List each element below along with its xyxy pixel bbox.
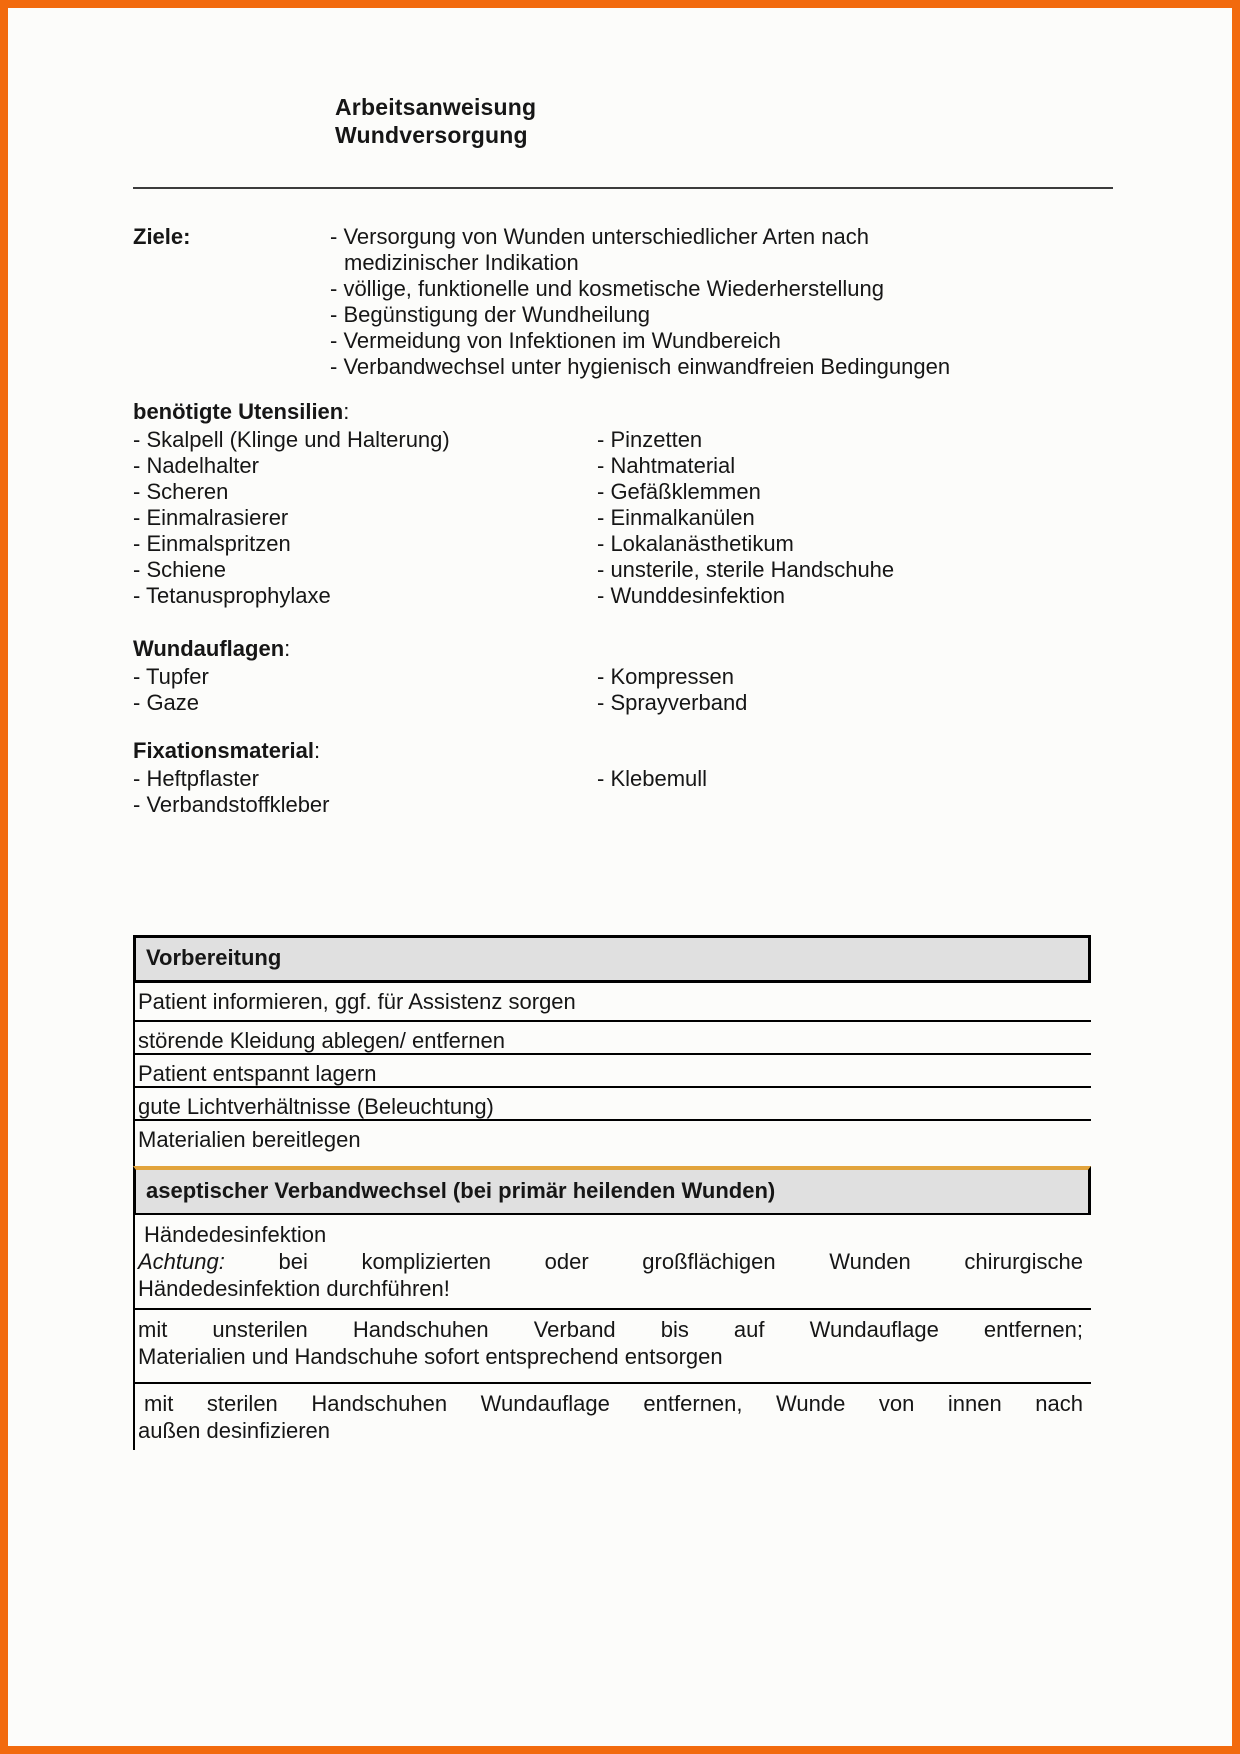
achtung-text: bei komplizierten oder großflächigen Wunden chirurgische [278,1249,1083,1274]
ziele-label: Ziele: [133,224,191,249]
table-row: Patient entspannt lagern [135,1055,1091,1088]
list-item: - Gaze [133,690,200,715]
table-aseptischer-verbandwechsel [133,1166,1091,1450]
row-line: Händedesinfektion durchführen! [138,1276,450,1301]
heading-colon: : [343,399,350,424]
wundauflagen-heading [133,636,1118,662]
list-item: - Versorgung von Wunden unterschiedlicher Arten nach [330,224,869,249]
utensilien-columns [133,427,1118,609]
list-item: - Sprayverband [597,690,748,715]
list-item: - Einmalkanülen [597,505,755,530]
list-item: - Pinzetten [597,427,703,452]
table-header-vorbereitung: Vorbereitung [133,935,1091,983]
wundauflagen-columns [133,664,1118,716]
list-item: - Wunddesinfektion [597,583,785,608]
fixationsmaterial-heading [133,738,1118,764]
table-row [135,1310,1091,1384]
table-header-aseptischer-verbandwechsel: aseptischer Verbandwechsel (bei primär heilenden Wunden) [133,1166,1091,1215]
list-item: - Einmalspritzen [133,531,291,556]
list-item: - Lokalanästhetikum [597,531,794,556]
list-item: - Tetanusprophylaxe [133,583,331,608]
list-item: - Tupfer [133,664,209,689]
utensilien-column-right [597,427,1118,609]
table-row: störende Kleidung ablegen/ entfernen [135,1022,1091,1055]
section-fixationsmaterial [133,738,1118,818]
section-ziele [133,224,1010,380]
ziele-list [330,224,1010,380]
heading-text: benötigte Utensilien [133,399,344,424]
table-row: Patient informieren, ggf. für Assistenz sorgen [135,983,1091,1022]
row-line: Händedesinfektion [144,1222,327,1247]
list-item: - Nadelhalter [133,453,259,478]
list-item: - unsterile, sterile Handschuhe [597,557,895,582]
fixationsmaterial-columns [133,766,1118,818]
fixationsmaterial-column-right [597,766,1118,818]
section-wundauflagen [133,636,1118,716]
utensilien-column-left [133,427,597,609]
list-item: - Klebemull [597,766,708,791]
list-item: - Verbandwechsel unter hygienisch einwandfreien Bedingungen [330,354,951,379]
section-utensilien [133,399,1118,609]
fixationsmaterial-column-left [133,766,597,818]
aseptischer-verbandwechsel-rows [133,1215,1091,1450]
list-item: - Einmalrasierer [133,505,289,530]
title-line-2: Wundversorgung [335,122,528,148]
vorbereitung-rows [133,983,1091,1166]
achtung-label: Achtung: [138,1249,225,1274]
list-item: - Verbandstoffkleber [133,792,330,817]
list-item: - Nahtmaterial [597,453,736,478]
row-line [138,1248,1083,1275]
row-line: Materialien und Handschuhe sofort entsprechend entsorgen [138,1344,723,1369]
list-item: - Skalpell (Klinge und Halterung) [133,427,450,452]
table-row [135,1384,1091,1450]
heading-text: Wundauflagen [133,636,285,661]
wundauflagen-column-left [133,664,597,716]
heading-colon: : [313,738,321,763]
list-item: - Begünstigung der Wundheilung [330,302,651,327]
row-line: mit unsterilen Handschuhen Verband bis auf Wundauflage entfernen; [138,1317,1083,1342]
list-item: - Heftpflaster [133,766,259,791]
list-item: - Vermeidung von Infektionen im Wundbereich [330,328,781,353]
list-item: - Gefäßklemmen [597,479,761,504]
table-row: gute Lichtverhältnisse (Beleuchtung) [135,1088,1091,1121]
heading-text: Fixationsmaterial [133,738,314,763]
list-item: - Schiene [133,557,226,582]
document-title [335,93,536,149]
list-item-continuation: medizinischer Indikation [344,250,579,275]
list-item: - völlige, funktionelle und kosmetische Wiederherstellung [330,276,884,301]
heading-colon: : [284,636,291,661]
table-vorbereitung [133,935,1091,1166]
wundauflagen-column-right [597,664,1118,716]
list-item: - Kompressen [597,664,734,689]
title-line-1: Arbeitsanweisung [335,94,537,120]
list-item: - Scheren [133,479,229,504]
table-row: Materialien bereitlegen [138,1127,361,1152]
utensilien-heading [133,399,1118,425]
row-line: mit sterilen Handschuhen Wundauflage entfernen, Wunde von innen nach [144,1391,1083,1416]
table-row [135,1215,1091,1310]
row-line: außen desinfizieren [138,1418,331,1443]
title-divider [133,187,1113,189]
